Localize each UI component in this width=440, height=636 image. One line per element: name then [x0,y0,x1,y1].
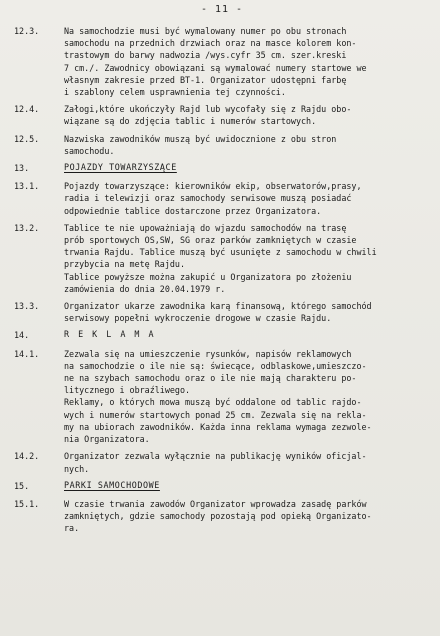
text-line: Tablice powyższe można zakupić u Organizatora po złożeniu [64,271,352,282]
paragraph-text [64,348,430,446]
paragraph-number: 15.1. [14,498,40,509]
page-number: - 11 - [200,4,244,15]
paragraph-text [64,300,430,324]
paragraph-text [64,498,430,535]
text-line: wych i numerów startowych ponad 25 cm. Zezwala się na rekla- [64,409,367,420]
paragraph-13-1 [14,180,430,217]
text-line: wiązane są do zdjęcia tablic i numerów startowych. [64,116,317,127]
text-line: 7 cm./. Zawodnicy obowiązani są wymalować numery startowe we [64,62,367,73]
text-line: Organizator zezwala wyłącznie na publikację wyników oficjal- [64,451,367,462]
paragraph-number: 13.2. [14,222,40,233]
section-13 [14,180,430,324]
section-title: PARKI SAMOCHODOWE [64,479,160,490]
text-line: litycznego i obraźliwego. [64,385,191,396]
paragraph-12-5 [14,133,430,157]
paragraph-13-3 [14,300,430,324]
paragraph-text [64,133,430,157]
paragraph-number: 14.2. [14,451,40,462]
paragraph-15-1 [14,498,430,535]
text-line: nia Organizatora. [64,434,150,445]
text-line: ne na szybach samochodu oraz o ile nie mają charakteru po- [64,373,357,384]
section-title: R E K L A M A [64,329,156,340]
text-line: my na ubiorach zawodników. Każda inna reklama wymaga zezwole- [64,421,372,432]
section-12 [14,25,430,157]
text-line: własnym zakresie przed BT-1. Organizator udostępni farbę [64,74,347,85]
paragraph-number: 12.5. [14,133,40,144]
text-line: radia i telewizji oraz samochody serwisowe muszą posiadać [64,193,352,204]
paragraph-text [64,450,430,474]
section-number: 13. [14,163,30,174]
text-line: Reklamy, o których mowa muszą być oddalone od tablic rajdo- [64,397,362,408]
section-heading-14 [14,329,430,341]
text-line: odpowiednie tablice dostarczone przez Organizatora. [64,205,322,216]
text-line: samochodu na przednich drzwiach oraz na masce kolorem kon- [64,38,357,49]
paragraph-14-1 [14,348,430,446]
paragraph-number: 12.4. [14,104,40,115]
text-line: trastowym do barwy nadwozia /wys.cyfr 35 cm. szer.kreski [64,50,347,61]
text-line: Pojazdy towarzyszące: kierowników ekip, obserwatorów,prasy, [64,181,362,192]
text-line: Na samochodzie musi być wymalowany numer po obu stronach [64,26,347,36]
paragraph-number: 13.1. [14,181,40,192]
text-line: ra. [64,523,80,534]
section-number: 14. [14,330,30,341]
section-heading-13 [14,162,430,174]
text-line: Organizator ukarze zawodnika karą finansową, którego samochód [64,301,372,312]
text-line: W czasie trwania zawodów Organizator wprowadza zasadę parków [64,498,367,509]
paragraph-13-2 [14,222,430,295]
text-line: serwisowy popełni wykroczenie drogowe w czasie Rajdu. [64,313,332,324]
text-line: zamkniętych, gdzie samochody pozostają pod opieką Organizato- [64,511,372,522]
paragraph-14-2 [14,450,430,474]
text-line: trwania Rajdu. Tablice muszą być usunięte z samochodu w chwili [64,247,377,258]
section-number: 15. [14,480,30,491]
text-line: Nazwiska zawodników muszą być uwidocznione z obu stron [64,133,337,144]
section-14 [14,348,430,475]
paragraph-12-4 [14,103,430,127]
paragraph-number: 12.3. [14,26,40,36]
paragraph-text [64,180,430,217]
paragraph-12-3 [14,25,430,98]
text-line: Tablice te nie upoważniają do wjazdu samochodów na trasę [64,222,347,233]
text-line: Załogi,które ukończyły Rajd lub wycofały się z Rajdu obo- [64,104,352,115]
section-15 [14,498,430,535]
text-line: Zezwala się na umieszczenie rysunków, napisów reklamowych [64,348,352,359]
paragraph-text [64,103,430,127]
text-line: i szablony celem usprawnienia tej czynności. [64,87,286,98]
paragraph-number: 14.1. [14,348,40,359]
text-line: nych. [64,463,90,474]
text-line: przybycia na metę Rajdu. [64,259,186,270]
text-line: samochodu. [64,145,115,156]
paragraph-text [64,25,430,98]
text-line: na samochodzie o ile nie są: świecące, odblaskowe,umieszczo- [64,360,367,371]
text-line: zamówienia do dnia 20.04.1979 r. [64,283,226,294]
paragraph-text [64,222,430,295]
section-heading-15 [14,480,430,492]
paragraph-number: 13.3. [14,301,40,312]
section-title: POJAZDY TOWARZYSZĄCE [64,162,177,173]
text-line: prób sportowych OS,SW, SG oraz parków zamkniętych w czasie [64,235,357,246]
